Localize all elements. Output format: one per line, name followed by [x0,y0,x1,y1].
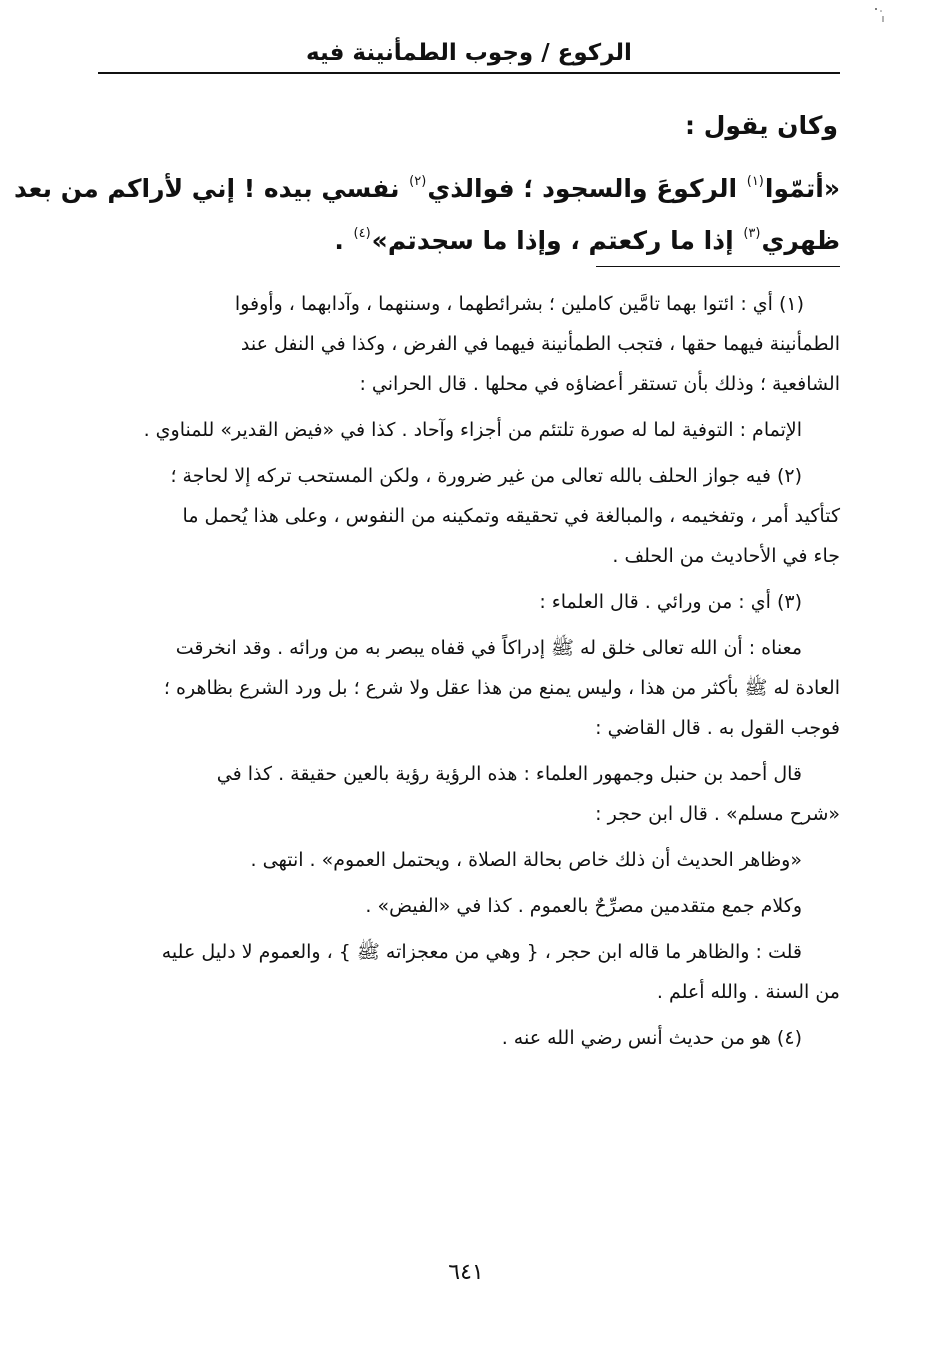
footnote-3-body-line: العادة له ﷺ بأكثر من هذا ، وليس يمنع من هذا عقل ولا شرع ؛ بل ورد الشرع بظاهره ؛ [163,677,840,699]
footnote-2-line: (٢) فيه جواز الحلف بالله تعالى من غير ضرورة ، ولكن المستحب تركه إلا لحاجة ؛ [170,465,802,487]
footnotes [98,284,840,1064]
footnote-3-quote-2-line: وكلام جمع متقدمين مصرِّحٌ بالعموم . كذا في «الفيض» . [365,895,802,917]
footnote-ref-1: (١) [746,174,764,189]
hadith-text [14,156,840,260]
footnote-3-quote-1 [98,840,840,880]
footnote-4 [98,1018,840,1058]
scan-speck-mark [872,6,886,24]
footnote-separator [596,266,840,267]
footnote-1-quote-line: الإتمام : التوفية لما له صورة تلتئم من أجزاء وآحاد . كذا في «فيض القدير» للمناوي . [143,419,802,441]
intro-line: وكان يقول : [685,111,838,140]
footnote-3-quote-1-line: «وظاهر الحديث أن ذلك خاص بحالة الصلاة ، ويحتمل العموم» . انتهى . [250,849,802,871]
footnote-3-quote-2 [98,886,840,926]
footnote-2-line: جاء في الأحاديث من الحلف . [612,545,840,567]
footnote-4-line: (٤) هو من حديث أنس رضي الله عنه . [501,1027,802,1049]
header-title: الركوع / وجوب الطمأنينة فيه [306,40,632,66]
footnote-2-line: كتأكيد أمر ، وتفخيمه ، والمبالغة في تحقيقه وتمكينه من النفوس ، وعلى هذا يُحمل ما [182,505,840,527]
footnote-2 [98,456,840,576]
footnote-1-quote [98,410,840,450]
page-number: ٦٤١ [448,1260,484,1285]
footnote-3-body [98,628,840,748]
hadith-line-1 [14,156,840,208]
footnote-ref-2: (٢) [409,174,427,189]
footnote-3-comment-line: قلت : والظاهر ما قاله ابن حجر ، { وهي من معجزاته ﷺ } ، والعموم لا دليل عليه [161,941,802,963]
footnote-3-ahmad-line: «شرح مسلم» . قال ابن حجر : [595,803,840,825]
footnote-ref-3: (٣) [743,226,761,241]
running-header [98,36,840,74]
footnote-3-head-line: (٣) أي : من ورائي . قال العلماء : [539,591,802,613]
footnote-3-ahmad [98,754,840,834]
hadith-segment: . [334,226,353,255]
footnote-3-comment [98,932,840,1012]
footnote-3-body-line: معناه : أن الله تعالى خلق له ﷺ إدراكاً في قفاه يبصر به من ورائه . وقد انخرقت [175,637,802,659]
hadith-line-2 [98,208,840,260]
footnote-3-body-line: فوجب القول به . قال القاضي : [595,717,840,739]
hadith-segment: «أتمّوا [764,174,840,203]
footnote-ref-4: (٤) [353,226,371,241]
hadith-segment: نفسي بيده ! إني لأراكم من بعد [14,174,409,203]
hadith-segment: الركوعَ والسجود ؛ فوالذي [427,174,746,203]
footnote-1-line: الطمأنينة فيهما حقها ، فتجب الطمأنينة فيهما في الفرض ، وكذا في النفل عند [240,333,840,355]
hadith-segment: ظهري [761,226,840,255]
footnote-3-ahmad-line: قال أحمد بن حنبل وجمهور العلماء : هذه الرؤية رؤية بالعين حقيقة . كذا في [216,763,802,785]
footnote-1-line: الشافعية ؛ وذلك بأن تستقر أعضاؤه في محلها . قال الحراني : [359,373,840,395]
hadith-segment: إذا ما ركعتم ، وإذا ما سجدتم» [371,226,743,255]
footnote-3-head [98,582,840,622]
footnote-1 [98,284,840,404]
footnote-1-line: (١) أي : ائتوا بهما تامَّين كاملين ؛ بشرائطهما ، وسننهما ، وآدابهما ، وأوفوا [234,293,804,315]
footnote-3-comment-line: من السنة . والله أعلم . [656,981,840,1003]
